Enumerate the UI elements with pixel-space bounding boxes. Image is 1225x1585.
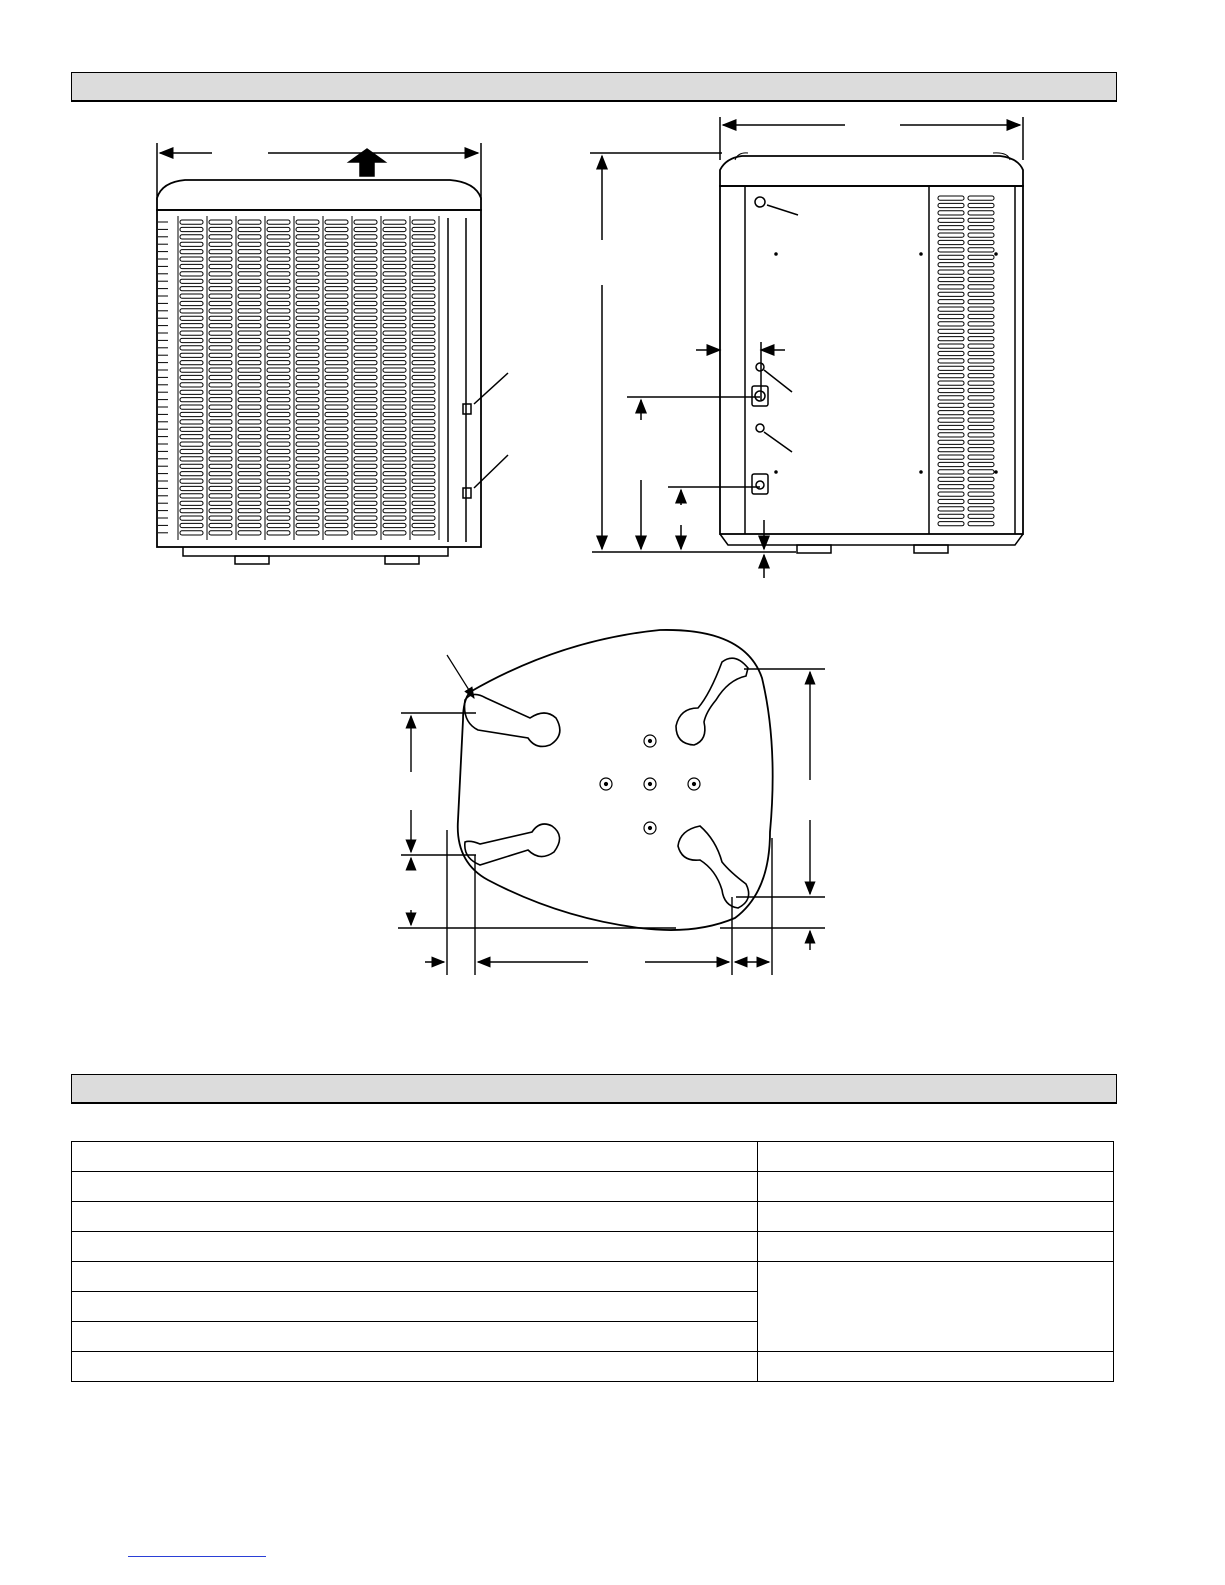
spec-label [72, 1262, 758, 1292]
spec-label [72, 1142, 758, 1172]
specifications-section-header [71, 1074, 1117, 1104]
spec-value [758, 1172, 1114, 1202]
spec-value [758, 1142, 1114, 1172]
spec-value-merged [758, 1262, 1114, 1352]
table-row [72, 1232, 1114, 1262]
side-view [590, 117, 1023, 578]
table-row [72, 1352, 1114, 1382]
spec-value [758, 1352, 1114, 1382]
table-row [72, 1142, 1114, 1172]
spec-value [758, 1202, 1114, 1232]
front-view [157, 143, 508, 564]
specifications-table [71, 1141, 1114, 1382]
spec-label [72, 1172, 758, 1202]
spec-label [72, 1202, 758, 1232]
table-row [72, 1262, 1114, 1292]
table-row [72, 1202, 1114, 1232]
spec-value [758, 1232, 1114, 1262]
base-view [398, 630, 825, 975]
table-row [72, 1172, 1114, 1202]
spec-label [72, 1322, 758, 1352]
spec-label [72, 1352, 758, 1382]
spec-label [72, 1292, 758, 1322]
spec-label [72, 1232, 758, 1262]
footer-link[interactable] [128, 1556, 266, 1557]
